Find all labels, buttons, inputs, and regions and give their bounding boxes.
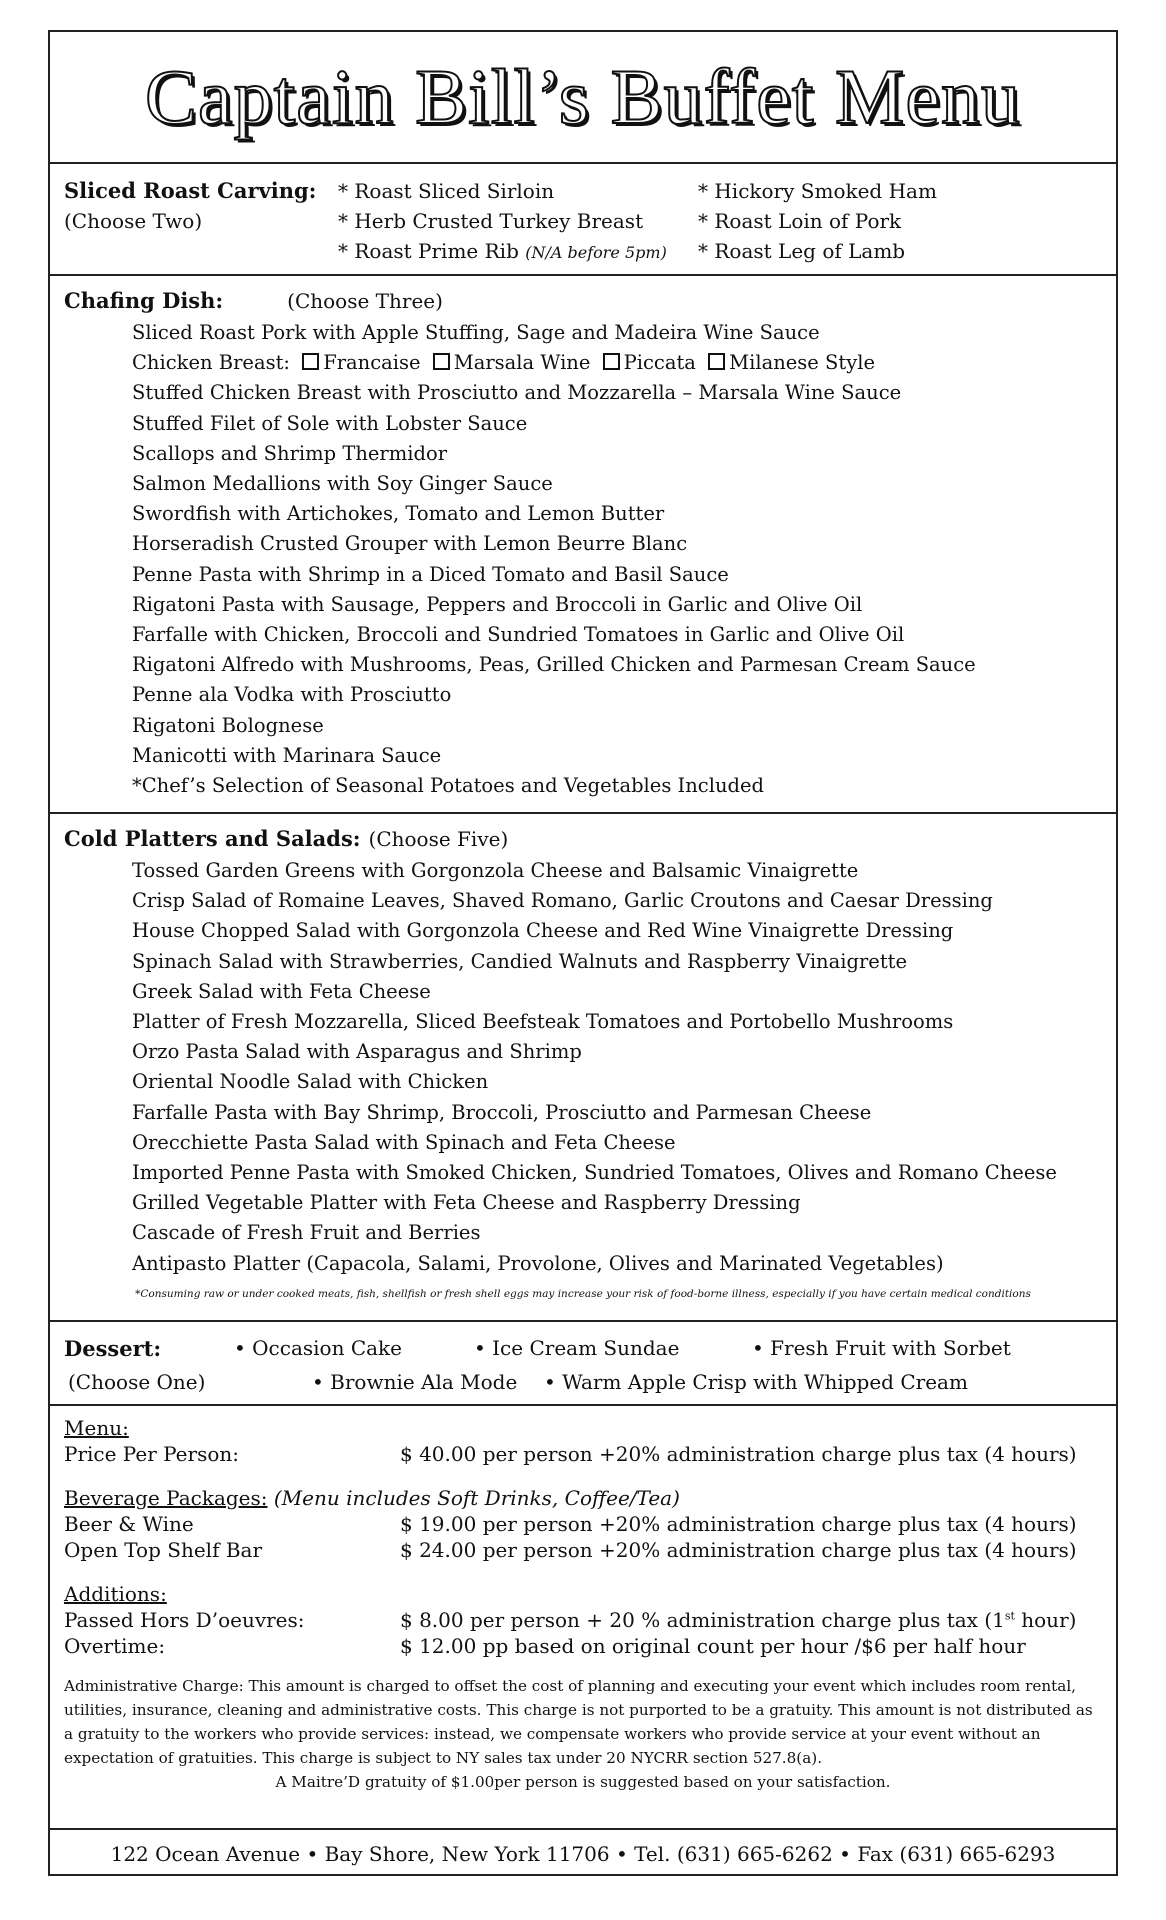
list-item: Salmon Medallions with Soy Ginger Sauce	[132, 472, 553, 496]
list-item: * Herb Crusted Turkey Breast	[338, 209, 644, 233]
title-section	[50, 32, 1116, 164]
checkbox-icon	[302, 353, 319, 370]
list-item: Rigatoni Alfredo with Mushrooms, Peas, Grilled Chicken and Parmesan Cream Sauce	[132, 653, 976, 677]
list-item: Scallops and Shrimp Thermidor	[132, 441, 448, 465]
list-item: Antipasto Platter (Capacola, Salami, Provolone, Olives and Marinated Vegetables)	[132, 1251, 944, 1275]
chafing-list	[132, 318, 976, 801]
list-item: Farfalle with Chicken, Broccoli and Sundried Tomatoes in Garlic and Olive Oil	[132, 623, 905, 647]
beer-value: $ 19.00 per person +20% administration charge plus tax (4 hours)	[400, 1512, 1077, 1536]
gratuity-note: A Maitre’D gratuity of $1.00per person is suggested based on your satisfaction.	[275, 1773, 891, 1791]
carving-col-2	[698, 176, 937, 266]
beer-label: Beer & Wine	[64, 1512, 194, 1536]
checkbox-icon	[708, 353, 725, 370]
list-item: Grilled Vegetable Platter with Feta Cheese and Raspberry Dressing	[132, 1191, 801, 1215]
list-item: Horseradish Crusted Grouper with Lemon Beurre Blanc	[132, 532, 688, 556]
cold-list	[132, 856, 1057, 1279]
list-item: Stuffed Chicken Breast with Prosciutto and Mozzarella – Marsala Wine Sauce	[132, 381, 902, 405]
list-item: • Occasion Cake	[234, 1336, 402, 1360]
dessert-section	[50, 1322, 1116, 1406]
dessert-choose: (Choose One)	[68, 1370, 206, 1394]
hors-value: $ 8.00 per person + 20 % administration charge plus tax (1st hour)	[400, 1608, 1077, 1632]
list-item: Oriental Noodle Salad with Chicken	[132, 1070, 489, 1094]
carving-col-1	[338, 176, 667, 268]
list-item: Greek Salad with Feta Cheese	[132, 979, 431, 1003]
list-item: • Ice Cream Sundae	[474, 1336, 680, 1360]
list-item: * Roast Sliced Sirloin	[338, 179, 555, 203]
list-item: Penne ala Vodka with Prosciutto	[132, 683, 452, 707]
list-item: * Hickory Smoked Ham	[698, 179, 937, 203]
carving-label: Sliced Roast Carving:	[64, 178, 317, 203]
list-item: House Chopped Salad with Gorgonzola Cheese and Red Wine Vinaigrette Dressing	[132, 919, 954, 943]
list-item: * Roast Prime Rib (N/A before 5pm)	[338, 239, 667, 263]
list-item: Penne Pasta with Shrimp in a Diced Tomato and Basil Sauce	[132, 562, 729, 586]
list-item: Platter of Fresh Mozzarella, Sliced Beefsteak Tomatoes and Portobello Mushrooms	[132, 1010, 954, 1034]
menu-frame	[48, 30, 1118, 1876]
beverage-heading: Beverage Packages: (Menu includes Soft Drinks, Coffee/Tea)	[64, 1486, 680, 1510]
list-item: Rigatoni Pasta with Sausage, Peppers and Broccoli in Garlic and Olive Oil	[132, 592, 863, 616]
list-item: Rigatoni Bolognese	[132, 713, 324, 737]
footer-address: 122 Ocean Avenue • Bay Shore, New York 11706 • Tel. (631) 665-6262 • Fax (631) 665-6293	[110, 1842, 1056, 1866]
list-item: Sliced Roast Pork with Apple Stuffing, Sage and Madeira Wine Sauce	[132, 321, 820, 344]
list-item: • Fresh Fruit with Sorbet	[752, 1336, 1011, 1360]
list-item: Stuffed Filet of Sole with Lobster Sauce	[132, 411, 528, 435]
pricing-section	[50, 1406, 1116, 1830]
carving-choose: (Choose Two)	[64, 209, 203, 233]
list-item: • Warm Apple Crisp with Whipped Cream	[544, 1370, 968, 1394]
cold-choose: (Choose Five)	[368, 827, 509, 851]
prime-rib-note: (N/A before 5pm)	[525, 243, 667, 262]
list-item: *Chef’s Selection of Seasonal Potatoes and Vegetables Included	[132, 774, 765, 798]
list-item: Orecchiette Pasta Salad with Spinach and Feta Cheese	[132, 1130, 676, 1154]
list-item: Orzo Pasta Salad with Asparagus and Shrimp	[132, 1040, 582, 1064]
admin-charge-text: Administrative Charge: This amount is charged to offset the cost of planning and executing your event which includes room rental, utilities, insurance, cleaning and administrative costs. This charge is not purported to be a gratuity. This amount is not distributed as a gratuity to the workers who provide services: instead, we compensate workers who provide service at your event without an expectation of gratuities. This charge is subject to NY sales tax under 20 NYCRR section 527.8(a). A Maitre’D gratuity of $1.00per person is suggested based on your satisfaction.	[64, 1674, 1102, 1794]
chicken-options: Chicken Breast: Francaise Marsala Wine Piccata Milanese Style	[132, 351, 876, 375]
page-title: Captain Bill’s Buffet Menu	[144, 53, 1021, 140]
list-item: Tossed Garden Greens with Gorgonzola Cheese and Balsamic Vinaigrette	[132, 859, 859, 882]
chafing-choose: (Choose Three)	[287, 289, 443, 313]
overtime-value: $ 12.00 pp based on original count per hour /$6 per half hour	[400, 1634, 1026, 1658]
price-label: Price Per Person:	[64, 1442, 239, 1466]
list-item: Spinach Salad with Strawberries, Candied Walnuts and Raspberry Vinaigrette	[132, 949, 908, 973]
carving-section	[50, 164, 1116, 276]
cold-label: Cold Platters and Salads	[64, 826, 353, 851]
list-item: Crisp Salad of Romaine Leaves, Shaved Romano, Garlic Croutons and Caesar Dressing	[132, 889, 993, 913]
list-item: Cascade of Fresh Fruit and Berries	[132, 1221, 481, 1245]
chafing-label: Chafing Dish:	[64, 288, 224, 313]
bar-value: $ 24.00 per person +20% administration charge plus tax (4 hours)	[400, 1538, 1077, 1562]
list-item: Imported Penne Pasta with Smoked Chicken, Sundried Tomatoes, Olives and Romano Cheese	[132, 1161, 1057, 1185]
list-item: • Brownie Ala Mode	[312, 1370, 518, 1394]
hors-label: Passed Hors D’oeuvres:	[64, 1608, 305, 1632]
additions-heading: Additions:	[64, 1582, 167, 1606]
list-item: * Roast Leg of Lamb	[698, 239, 906, 263]
checkbox-icon	[433, 353, 450, 370]
checkbox-icon	[603, 353, 620, 370]
list-item: * Roast Loin of Pork	[698, 209, 902, 233]
bar-label: Open Top Shelf Bar	[64, 1538, 263, 1562]
cold-section: Cold Platters and Salads: (Choose Five) Tossed Garden Greens with Gorgonzola Cheese and Balsamic Vinaigrette Crisp Salad of Romaine Leaves, Shaved Romano, Garlic Croutons and Caesar Dressing House Chopped Salad with Gorgonzola Cheese and Red Wine Vinaigrette Dressing Spinach Salad with Strawberries, Candied Walnuts and Raspberry Vinaigrette Greek Salad with Feta Cheese Platter of Fresh Mozzarella, Sliced Beefsteak Tomatoes and Portobello Mushrooms Orzo Pasta Salad with Asparagus and Shrimp Oriental Noodle Salad with Chicken Farfalle Pasta with Bay Shrimp, Broccoli, Prosciutto and Parmesan Cheese Orecchiette Pasta Salad with Spinach and Feta Cheese Imported Penne Pasta with Smoked Chicken, Sundried Tomatoes, Olives and Romano Cheese Grilled Vegetable Platter with Feta Cheese and Raspberry Dressing Cascade of Fresh Fruit and Berries Antipasto Platter (Capacola, Salami, Provolone, Olives and Marinated Vegetables) *Consuming raw or under cooked meats, fish, shellfish or fresh shell eggs may increase your risk of food-borne illness, especially if you have certain medical conditions	[50, 814, 1116, 1322]
dessert-label: Dessert:	[64, 1336, 162, 1361]
health-warning: *Consuming raw or under cooked meats, fish, shellfish or fresh shell eggs may increase your risk of food-borne illness, especially if you have certain medical conditions	[135, 1288, 1031, 1300]
list-item: Swordfish with Artichokes, Tomato and Lemon Butter	[132, 502, 665, 526]
menu-heading: Menu:	[64, 1416, 129, 1440]
overtime-label: Overtime:	[64, 1634, 166, 1658]
price-value: $ 40.00 per person +20% administration charge plus tax (4 hours)	[400, 1442, 1077, 1466]
list-item: Farfalle Pasta with Bay Shrimp, Broccoli, Prosciutto and Parmesan Cheese	[132, 1100, 872, 1124]
list-item: Manicotti with Marinara Sauce	[132, 743, 442, 767]
chafing-section	[50, 276, 1116, 814]
